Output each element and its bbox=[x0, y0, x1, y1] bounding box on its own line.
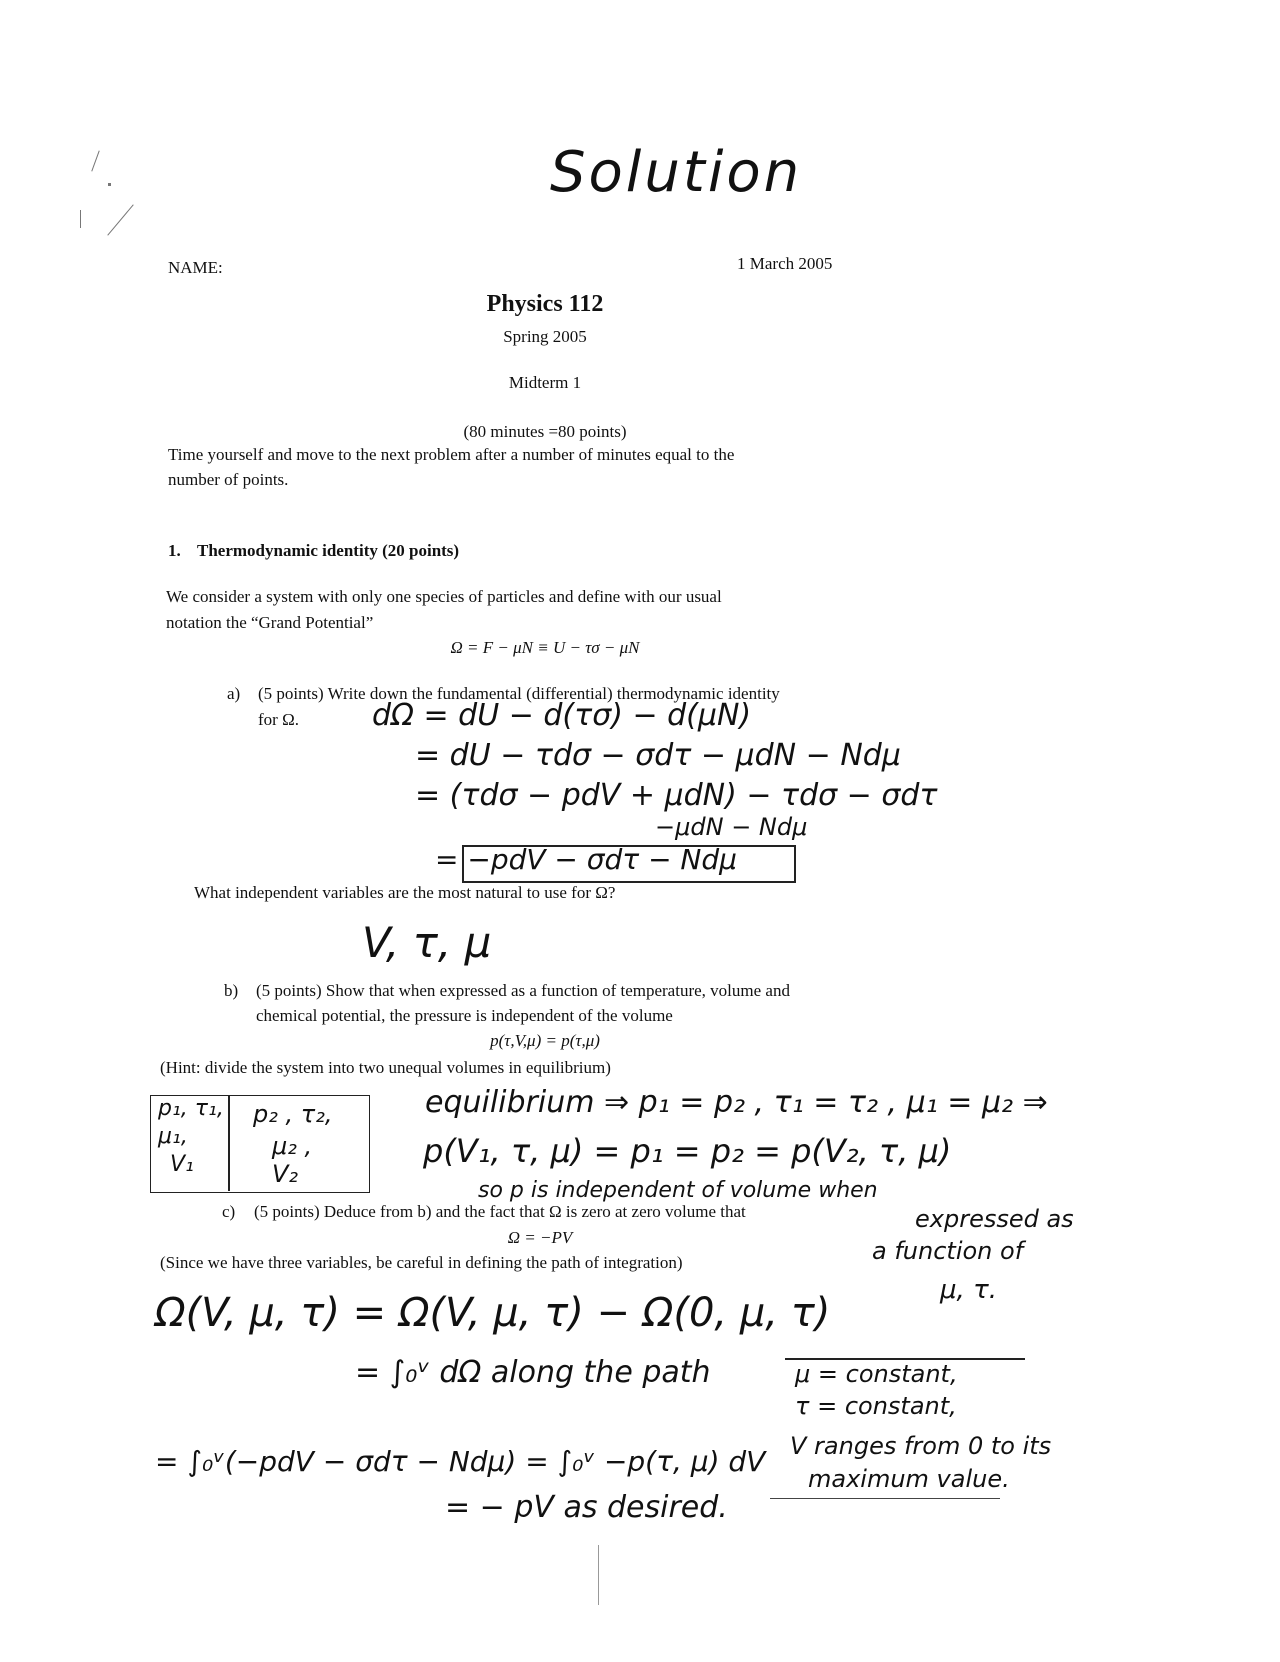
part-a-text-line-2: for Ω. bbox=[258, 710, 299, 729]
diagram-right-mu: μ₂ , bbox=[272, 1132, 313, 1160]
diagram-left-v: V₁ bbox=[170, 1152, 194, 1177]
part-a-label: a) bbox=[227, 684, 241, 703]
scan-speck bbox=[108, 183, 111, 186]
answer-box bbox=[462, 845, 796, 883]
part-b-work-line-5: a function of bbox=[872, 1237, 1024, 1265]
part-c-work-line-4: τ = constant, bbox=[795, 1392, 957, 1420]
part-c-equation: Ω = −PV bbox=[507, 1228, 573, 1247]
part-a-answer: V, τ, μ bbox=[362, 918, 492, 967]
part-a-work-line-1: dΩ = dU − d(τσ) − d(μN) bbox=[372, 698, 752, 733]
part-c-work-line-6: V ranges from 0 to its bbox=[790, 1432, 1052, 1460]
scan-speck bbox=[598, 1545, 599, 1605]
maximum-underline bbox=[770, 1498, 1000, 1499]
part-a-work-line-5: = −pdV − σdτ − Ndμ bbox=[435, 843, 737, 876]
part-a-work-line-2: = dU − τdσ − σdτ − μdN − Ndμ bbox=[415, 738, 901, 773]
course-term: Spring 2005 bbox=[503, 327, 587, 346]
scan-speck bbox=[80, 210, 81, 228]
problem-number: 1. bbox=[168, 541, 181, 560]
diagram-left-mu: μ₁, bbox=[158, 1124, 188, 1149]
exam-date: 1 March 2005 bbox=[737, 254, 833, 273]
name-label: NAME: bbox=[168, 258, 223, 277]
part-b-work-line-4: expressed as bbox=[915, 1205, 1074, 1233]
instruction-line-1: Time yourself and move to the next problem after a number of minutes equal to the bbox=[168, 445, 735, 464]
part-a-text-line-1: (5 points) Write down the fundamental (differential) thermodynamic identity bbox=[258, 684, 780, 703]
diagram-right-p-tau: p₂ , τ₂, bbox=[253, 1100, 333, 1128]
exam-duration: (80 minutes =80 points) bbox=[463, 422, 627, 441]
part-c-work-line-3: μ = constant, bbox=[795, 1360, 958, 1388]
course-title: Physics 112 bbox=[486, 291, 604, 317]
diagram-right-v: V₂ bbox=[272, 1160, 299, 1188]
part-c-text-line-1: (5 points) Deduce from b) and the fact that Ω is zero at zero volume that bbox=[254, 1202, 746, 1221]
part-c-work-line-1: Ω(V, μ, τ) = Ω(V, μ, τ) − Ω(0, μ, τ) bbox=[155, 1290, 831, 1336]
scan-speck bbox=[107, 204, 133, 235]
part-a-question: What independent variables are the most natural to use for Ω? bbox=[194, 883, 616, 902]
part-c-work-line-2: = ∫₀ᵛ dΩ along the path bbox=[355, 1355, 711, 1390]
part-c-work-line-5: = ∫₀ᵛ(−pdV − σdτ − Ndμ) = ∫₀ᵛ −p(τ, μ) dV bbox=[155, 1445, 766, 1478]
part-b-work-line-3: so p is independent of volume when bbox=[478, 1178, 878, 1203]
diagram-left-p-tau: p₁, τ₁, bbox=[158, 1096, 224, 1121]
handwritten-title: Solution bbox=[550, 140, 803, 205]
problem-heading: Thermodynamic identity (20 points) bbox=[197, 541, 460, 560]
part-b-work-line-1: equilibrium ⇒ p₁ = p₂ , τ₁ = τ₂ , μ₁ = μ₂ ⇒ bbox=[425, 1085, 1048, 1120]
part-b-text-line-1: (5 points) Show that when expressed as a function of temperature, volume and bbox=[256, 981, 790, 1000]
part-b-work-line-2: p(V₁, τ, μ) = p₁ = p₂ = p(V₂, τ, μ) bbox=[423, 1132, 952, 1170]
part-b-label: b) bbox=[224, 981, 239, 1000]
instruction-line-2: number of points. bbox=[168, 470, 289, 489]
part-c-work-line-7: maximum value. bbox=[808, 1465, 1010, 1493]
part-c-note: (Since we have three variables, be careful in defining the path of integration) bbox=[160, 1253, 683, 1272]
problem-intro-line-1: We consider a system with only one species of particles and define with our usual bbox=[166, 587, 722, 606]
diagram-partition bbox=[228, 1095, 230, 1191]
part-b-work-line-6: μ, τ. bbox=[940, 1275, 997, 1305]
part-b-hint: (Hint: divide the system into two unequal volumes in equilibrium) bbox=[160, 1058, 611, 1077]
grand-potential-definition: Ω = F − μN ≡ U − τσ − μN bbox=[450, 638, 640, 657]
part-c-label: c) bbox=[222, 1202, 236, 1221]
scan-speck bbox=[91, 150, 99, 171]
part-b-text-line-2: chemical potential, the pressure is independent of the volume bbox=[256, 1006, 673, 1025]
part-a-work-line-3: = (τdσ − pdV + μdN) − τdσ − σdτ bbox=[415, 778, 938, 813]
part-b-equation: p(τ,V,μ) = p(τ,μ) bbox=[490, 1031, 600, 1050]
part-c-work-line-8: = − pV as desired. bbox=[445, 1490, 728, 1525]
exam-name: Midterm 1 bbox=[508, 373, 582, 392]
part-a-work-line-4: −μdN − Ndμ bbox=[655, 813, 808, 841]
problem-intro-line-2: notation the “Grand Potential” bbox=[166, 613, 374, 632]
